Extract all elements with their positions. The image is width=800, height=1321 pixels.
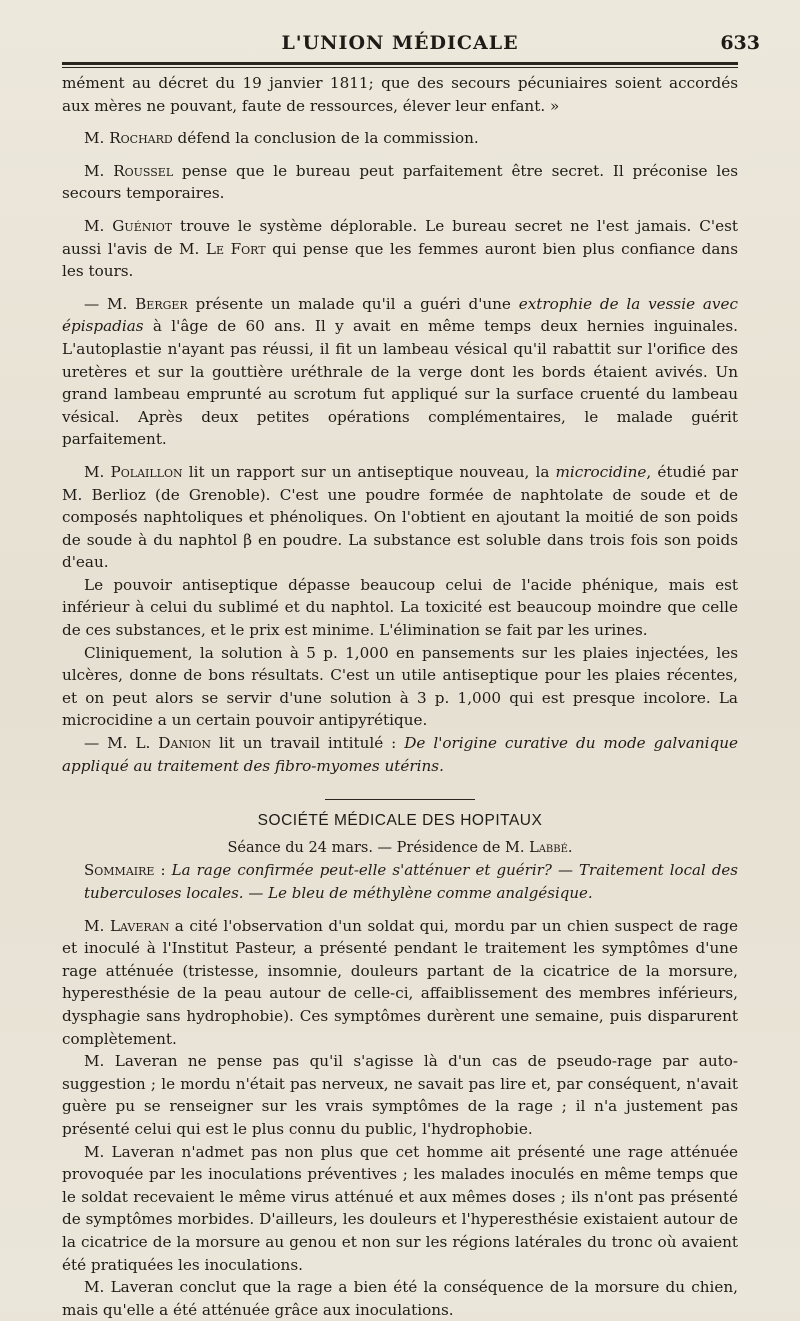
paragraph-text: présente un malade qu'il a guéri d'une [187, 294, 519, 313]
paragraph-laveran-2: M. Laveran ne pense pas qu'il s'agisse là d'un cas de pseudo-rage par auto-suggestion ; le mordu n'était pas nerveux, ne savait pas lire et, par conséquent, n'avait guère pu se renseigner sur les vrais symptômes de la rage ; il n'a justement pas présenté celui qui est le plus connu du public, l'hydrophobie. [62, 1052, 738, 1138]
session-line: Séance du 24 mars. — Présidence de M. Labbé. [227, 839, 573, 856]
speaker-name: Guéniot [112, 216, 173, 235]
summary-label: Sommaire [84, 861, 155, 880]
section-summary: Sommaire : La rage confirmée peut-elle s'atténuer et guérir? — Traitement local des tuberculoses locales. — Le bleu de méthylène comme analgésique. [84, 861, 738, 902]
paragraph-text: défend la conclusion de la commission. [172, 129, 479, 148]
paragraph-roussel: M. Roussel pense que le bureau peut parfaitement être secret. Il préconise les secours temporaires. [62, 161, 738, 203]
speaker-name: L. Danion [135, 734, 212, 753]
paragraph-text: , étudié par M. Berlioz (de Grenoble). C'est une poudre formée de naphtolate de soude et de composés naphtoliques et phénoliques. On l'obtient en ajoutant la moitié de son poids de soude à du naphtol β en poudre. La substance est soluble dans trois fois son poids d'eau. [62, 462, 738, 572]
paragraph-text: a cité l'observation d'un soldat qui, mordu par un chien suspect de rage et inoculé à l'Institut Pasteur, a présenté pendant le traitement les symptômes d'une rage atténuée (tristesse, insomnie, douleurs partant de la cicatrice de la morsure, hyperesthésie de la peau autour de celle-ci, affaiblissement des membres inférieurs, dysphagie sans hydrophobie). Ces symptômes durèrent une semaine, puis disparurent complètement. [62, 916, 738, 1048]
paragraph-berger: — M. Berger présente un malade qu'il a guéri d'une extrophie de la vessie avec épispadias à l'âge de 60 ans. Il y avait en même temps deux hernies inguinales. L'autoplastie n'ayant pas réussi, il fit un lambeau vésical qu'il rabattit sur l'orifice des uretères et sur la gouttière uréthrale de la verge dont les bords étaient avivés. Un grand lambeau emprunté au scrotum fut appliqué sur la surface cruenté du lambeau vésical. Après deux petites opérations complémentaires, le malade guérit parfaitement. [62, 294, 738, 449]
paragraph-text: à l'âge de 60 ans. Il y avait en même temps deux hernies inguinales. L'autoplastie n'ayant pas réussi, il fit un lambeau vésical qu'il rabattit sur l'orifice des uretères et sur la gouttière uréthrale de la verge dont les bords étaient avivés. Un grand lambeau emprunté au scrotum fut appliqué sur la surface cruenté du lambeau vésical. Après deux petites opérations complémentaires, le malade guérit parfaitement. [62, 317, 738, 449]
paragraph-danion: — M. L. Danion lit un travail intitulé : De l'origine curative du mode galvanique appliqué au traitement des fibro-myomes utérins. [62, 734, 738, 775]
emphasis-text: De l'origine curative du mode galvanique appliqué au traitement des fibro-myomes utérins. [62, 734, 738, 775]
paragraph-clinical: Cliniquement, la solution à 5 p. 1,000 en pansements sur les plaies injectées, les ulcères, donne de bons résultats. C'est un utile antiseptique pour les plaies récentes, et on peut alors se servir d'une solution à 3 p. 1,000 qui est presque incolore. La microcidine a un certain pouvoir antipyrétique. [62, 643, 738, 730]
summary-text: La rage confirmée peut-elle s'atténuer et guérir? — Traitement local des tuberculoses locales. — Le bleu de méthylène comme analgésique. [84, 861, 738, 902]
speaker-name: Berger [135, 294, 188, 313]
paragraph-text: qui pense que les femmes auront bien plus confiance dans les tours. [62, 239, 738, 281]
section-divider [325, 799, 475, 800]
page-header [62, 28, 760, 62]
speaker-name: Laveran [109, 916, 170, 935]
paragraph-text: pense que le bureau peut parfaitement être secret. Il préconise les secours temporaires. [62, 161, 738, 203]
president-name: Labbé [529, 839, 568, 856]
speaker-name: Le Fort [205, 239, 266, 258]
paragraph-continuation: mément au décret du 19 janvier 1811; que des secours pécuniaires soient accordés aux mères ne pouvant, faute de ressources, élever leur enfant. » [62, 74, 738, 115]
paragraph-text: lit un travail intitulé : [211, 734, 405, 753]
section-title: SOCIÉTÉ MÉDICALE DES HOPITAUX [257, 812, 543, 830]
speaker-name: Polaillon [110, 462, 183, 481]
article-body [62, 72, 738, 1321]
speaker-name: Roussel [113, 161, 174, 180]
header-rule [62, 62, 738, 65]
running-title: L'UNION MÉDICALE [281, 32, 519, 54]
paragraph-rochard: M. Rochard défend la conclusion de la commission. [84, 129, 479, 148]
emphasis-text: extrophie de la vessie avec épispadias [62, 294, 738, 336]
paragraph-laveran-4: M. Laveran conclut que la rage a bien été la conséquence de la morsure du chien, mais qu'elle a été atténuée grâce aux inoculations. [62, 1278, 738, 1319]
page-number: 633 [720, 32, 760, 54]
paragraph-gueniot: M. Guéniot trouve le système déplorable. Le bureau secret ne l'est jamais. C'est aussi l'avis de M. Le Fort qui pense que les femmes auront bien plus confiance dans les tours. [62, 216, 738, 281]
session-text: Séance du 24 mars. — Présidence de M. [227, 839, 530, 856]
paragraph-laveran-3: M. Laveran n'admet pas non plus que cet homme ait présenté une rage atténuée provoquée par les inoculations préventives ; les malades inoculés en même temps que le soldat recevaient le même virus atténué et aux mêmes doses ; ils n'ont pas présenté de symptômes morbides. D'ailleurs, les douleurs et l'hyperesthésie existaient autour de la cicatrice de la morsure au genou et non sur les régions latérales du tronc où avaient été pratiquées les inoculations. [62, 1142, 738, 1274]
paragraph-polaillon: M. Polaillon lit un rapport sur un antiseptique nouveau, la microcidine, étudié par M. Berlioz (de Grenoble). C'est une poudre formée de naphtolate de soude et de composés naphtoliques et phénoliques. On l'obtient en ajoutant la moitié de son poids de soude à du naphtol β en poudre. La substance est soluble dans trois fois son poids d'eau. [62, 462, 738, 572]
header-rule-thin [62, 67, 738, 68]
emphasis-text: microcidine [555, 462, 647, 481]
paragraph-text: trouve le système déplorable. Le bureau secret ne l'est jamais. C'est aussi l'avis de M. [62, 216, 738, 258]
speaker-name: Rochard [109, 129, 173, 148]
paragraph-laveran-1: M. Laveran a cité l'observation d'un soldat qui, mordu par un chien suspect de rage et inoculé à l'Institut Pasteur, a présenté pendant le traitement les symptômes d'une rage atténuée (tristesse, insomnie, douleurs partant de la cicatrice de la morsure, hyperesthésie de la peau autour de celle-ci, affaiblissement des membres inférieurs, dysphagie sans hydrophobie). Ces symptômes durèrent une semaine, puis disparurent complètement. [62, 916, 738, 1048]
paragraph-text: lit un rapport sur un antiseptique nouveau, la [182, 462, 556, 481]
paragraph-antiseptic-power: Le pouvoir antiseptique dépasse beaucoup celui de l'acide phénique, mais est inférieur à celui du sublimé et du naphtol. La toxicité est beaucoup moindre que celle de ces substances, et le prix est minime. L'élimination se fait par les urines. [62, 575, 738, 640]
